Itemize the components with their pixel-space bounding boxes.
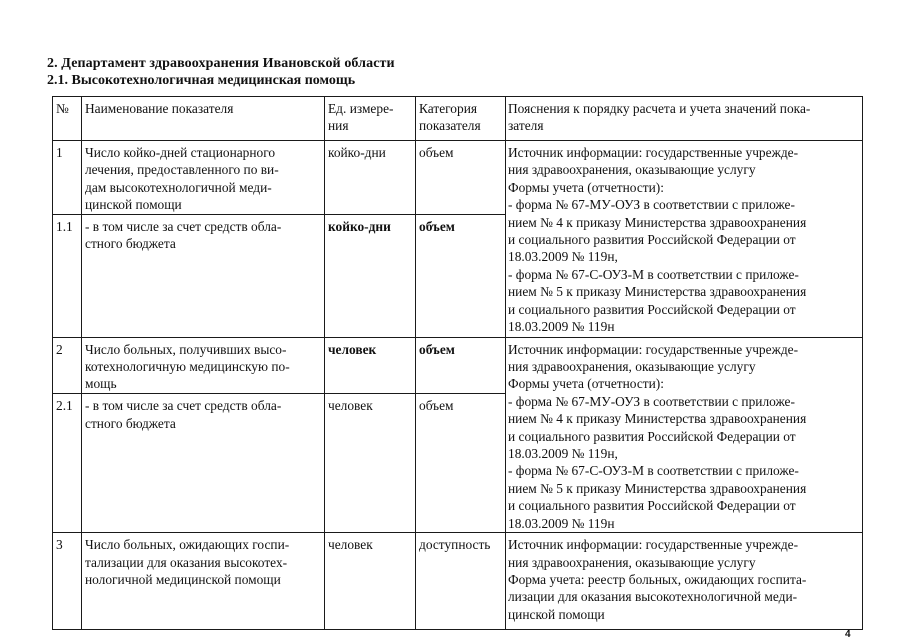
row-name-line: Число койко-дней стационарного [85, 145, 276, 160]
row-num: 3 [53, 533, 82, 630]
row-name-line: - в том числе за счет средств обла- [85, 398, 282, 414]
row-name-line: стного бюджета [85, 415, 176, 431]
row-name [82, 394, 325, 533]
header-num: № [53, 97, 82, 141]
row-name-line: - в том числе за счет средств обла- [85, 218, 282, 234]
row-unit: человек [325, 394, 416, 533]
explanation-line: и социального развития Российской Федерации от [508, 232, 796, 248]
row-num: 1 [53, 141, 82, 215]
row-name [82, 214, 325, 337]
section-heading: 2. Департамент здравоохранения Ивановской области [47, 56, 395, 71]
explanation-line: 18.03.2009 № 119н, [508, 446, 618, 462]
header-category [416, 97, 506, 141]
explanation-line: нием № 5 к приказу Министерства здравоохранения [508, 480, 807, 496]
table-row [53, 141, 863, 215]
row-num: 1.1 [53, 214, 82, 337]
explanation-line: Источник информации: государственные учрежде- [508, 341, 799, 357]
explanation-line: Источник информации: государственные учрежде- [508, 537, 799, 553]
explanation-line: ния здравоохранения, оказывающие услугу [508, 162, 756, 178]
explanation-line: Формы учета (отчетности): [508, 376, 664, 392]
row-name-line: мощь [85, 376, 117, 392]
row-category: объем [416, 214, 506, 337]
explanation-line: и социального развития Российской Федерации от [508, 498, 796, 514]
header-explanation-line: зателя [508, 118, 544, 134]
header-explanation [506, 97, 863, 141]
row-explanation [506, 533, 863, 630]
row-name-line: тализации для оказания высокотех- [85, 554, 288, 570]
explanation-line: 18.03.2009 № 119н [508, 515, 615, 531]
explanation-line: Формы учета (отчетности): [508, 179, 664, 195]
explanation-line: ния здравоохранения, оказывающие услугу [508, 359, 756, 375]
row-name-line: цинской помощи [85, 197, 182, 213]
explanation-line: - форма № 67-МУ-ОУЗ в соответствии с приложе- [508, 393, 795, 409]
row-name-line: дам высокотехнологичной меди- [85, 179, 272, 195]
header-explanation-line: Пояснения к порядку расчета и учета значений пока- [508, 101, 811, 116]
row-name [82, 141, 325, 215]
explanation-line: цинской помощи [508, 606, 605, 622]
explanation-line: - форма № 67-С-ОУЗ-М в соответствии с приложе- [508, 463, 799, 479]
explanation-line: - форма № 67-С-ОУЗ-М в соответствии с приложе- [508, 266, 799, 282]
table-header-row [53, 97, 863, 141]
indicators-table [52, 96, 863, 630]
row-num: 2 [53, 337, 82, 394]
row-name-line: котехнологичную медицинскую по- [85, 359, 290, 375]
explanation-line: нием № 4 к приказу Министерства здравоохранения [508, 214, 807, 230]
explanation-line: 18.03.2009 № 119н [508, 319, 615, 335]
header-category-line: Категория [419, 101, 478, 116]
explanation-line: и социального развития Российской Федерации от [508, 301, 796, 317]
explanation-line: Форма учета: реестр больных, ожидающих госпита- [508, 571, 807, 587]
row-name-line: нологичной медицинской помощи [85, 571, 281, 587]
page-number: 4 [845, 629, 851, 640]
row-category: объем [416, 141, 506, 215]
explanation-line: лизации для оказания высокотехнологичной меди- [508, 589, 798, 605]
explanation-line: нием № 5 к приказу Министерства здравоохранения [508, 284, 807, 300]
explanation-line: нием № 4 к приказу Министерства здравоохранения [508, 411, 807, 427]
row-unit: человек [325, 533, 416, 630]
subsection-heading: 2.1. Высокотехнологичная медицинская помощь [47, 73, 356, 88]
row-name-line: лечения, предоставленного по ви- [85, 162, 279, 178]
header-unit-line: ния [328, 118, 349, 134]
header-category-line: показателя [419, 118, 481, 134]
header-unit-line: Ед. измере- [328, 101, 394, 116]
header-unit [325, 97, 416, 141]
table-row [53, 337, 863, 394]
row-category: объем [416, 394, 506, 533]
row-num: 2.1 [53, 394, 82, 533]
row-category: доступность [416, 533, 506, 630]
explanation-line: - форма № 67-МУ-ОУЗ в соответствии с приложе- [508, 197, 795, 213]
row-unit: человек [325, 337, 416, 394]
table-row [53, 533, 863, 630]
row-name [82, 533, 325, 630]
row-name-line: Число больных, получивших высо- [85, 341, 287, 357]
row-explanation [506, 141, 863, 338]
row-unit: койко-дни [325, 214, 416, 337]
row-unit: койко-дни [325, 141, 416, 215]
explanation-line: и социального развития Российской Федерации от [508, 428, 796, 444]
header-name: Наименование показателя [82, 97, 325, 141]
row-category: объем [416, 337, 506, 394]
explanation-line: 18.03.2009 № 119н, [508, 249, 618, 265]
explanation-line: Источник информации: государственные учрежде- [508, 145, 799, 160]
row-name-line: Число больных, ожидающих госпи- [85, 537, 290, 553]
explanation-line: ния здравоохранения, оказывающие услугу [508, 554, 756, 570]
row-name-line: стного бюджета [85, 236, 176, 252]
row-name [82, 337, 325, 394]
row-explanation [506, 337, 863, 532]
